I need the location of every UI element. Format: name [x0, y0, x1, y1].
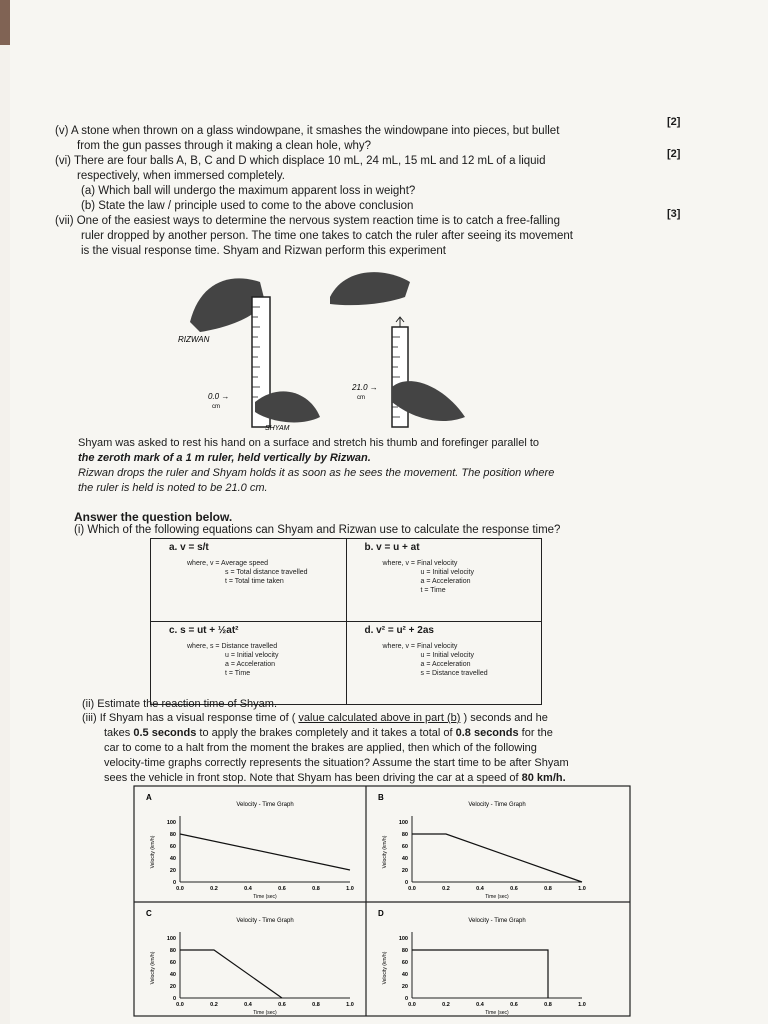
equation-c-line: t = Time: [225, 670, 251, 677]
experiment-description: Shyam was asked to rest his hand on a surface and stretch his thumb and forefinger parallel to the zeroth mark of a 1 m ruler, held vertically by Rizwan. Rizwan drops the ruler and Shyam holds it as soon as he sees the movement. The position where the ruler is held is noted to be 21.0 cm.: [78, 437, 555, 494]
question-v: (v) A stone when thrown on a glass windowpane, it smashes the windowpane into pieces, but bullet from the gun passes through it making a clean hole, why?: [55, 125, 560, 152]
graph-y-tick: 100: [166, 820, 176, 826]
equation-c-line: a = Acceleration: [225, 661, 276, 668]
label-shyam: SHYAM: [265, 425, 290, 432]
equation-a-line: s = Total distance travelled: [225, 569, 308, 576]
equations-table: [150, 538, 542, 705]
graph-x-tick: 0.8: [544, 1002, 552, 1008]
graph-y-tick: 40: [401, 972, 408, 978]
answer-heading: Answer the question below.: [74, 510, 233, 524]
graph-x-tick: 0.2: [442, 886, 450, 892]
graph-y-tick: 100: [398, 936, 408, 942]
label-end-unit: cm: [357, 395, 365, 401]
graph-panel-label: D: [378, 909, 384, 918]
question-vi: (vi) There are four balls A, B, C and D which displace 10 mL, 24 mL, 15 mL and 12 mL of a liquid respectively, when immersed completely. (a) Which ball will undergo the maximum apparent loss in weight? (b) State the law / principle used to come to the above conclusion: [55, 155, 546, 212]
graph-panel-label: C: [146, 909, 152, 918]
equation-c-title: c. s = ut + ½at²: [169, 625, 239, 636]
graph-x-label: Time (sec): [253, 894, 277, 900]
graph-y-tick: 60: [169, 844, 176, 850]
equation-d: [346, 622, 542, 705]
graph-x-tick: 0.4: [244, 886, 252, 892]
marks-vii: [3]: [667, 208, 681, 220]
graph-y-label: Velocity (km/h): [382, 835, 388, 869]
graph-x-tick: 0.6: [510, 886, 518, 892]
equation-b-where: where,: [382, 560, 404, 567]
equation-c-where: where,: [187, 643, 209, 650]
graph-y-tick: 20: [401, 984, 408, 990]
equation-b: [346, 539, 542, 622]
velocity-time-graphs: [132, 782, 632, 1018]
graph-x-tick: 0.4: [476, 886, 484, 892]
equation-c: [151, 622, 347, 705]
equation-d-line: a = Acceleration: [420, 661, 471, 668]
graph-y-tick: 0: [404, 880, 408, 886]
graph-y-label: Velocity (km/h): [382, 951, 388, 985]
graph-y-label: Velocity (km/h): [150, 835, 156, 869]
graph-y-tick: 20: [169, 868, 176, 874]
equation-d-line: s = Distance travelled: [420, 670, 488, 677]
graph-panel-label: B: [378, 793, 384, 802]
graph-y-tick: 20: [401, 868, 408, 874]
graph-y-tick: 40: [169, 856, 176, 862]
question-vii: (vii) One of the easiest ways to determine the nervous system reaction time is to catch a free-falling ruler dropped by another person. The time one takes to catch the ruler after seeing its movement is the visual response time. Shyam and Rizwan perform this experiment: [55, 215, 574, 257]
graph-x-tick: 1.0: [346, 1002, 354, 1008]
label-zero-unit: cm: [212, 404, 220, 410]
equation-d-where: where,: [382, 643, 404, 650]
graph-x-tick: 0.0: [408, 1002, 416, 1008]
graph-x-tick: 0.8: [544, 886, 552, 892]
graph-x-label: Time (sec): [485, 1010, 509, 1016]
equation-b-line: a = Acceleration: [420, 578, 471, 585]
graph-title: Velocity - Time Graph: [236, 918, 294, 924]
graph-y-tick: 60: [401, 844, 408, 850]
marks-v: [2]: [667, 116, 681, 128]
graph-y-tick: 40: [401, 856, 408, 862]
equation-a-where: where,: [187, 560, 209, 567]
ruler-experiment-figure: [160, 262, 490, 442]
graph-x-tick: 0.2: [210, 886, 218, 892]
question-iii: (iii) If Shyam has a visual response time of ( value calculated above in part (b) ) seconds and he takes 0.5 seconds to apply the brakes completely and it takes a total of 0.8 seconds for the car to come to a halt from the moment the brakes are applied, then which of the following velocity-time graphs correctly represents the situation? Assume the start time to be after Shyam sees the vehicle in front stop. Note that Shyam has been driving the car at a speed of 80 km/h.: [82, 712, 569, 784]
equation-c-line: u = Initial velocity: [225, 652, 279, 659]
graph-x-tick: 0.4: [244, 1002, 252, 1008]
graph-y-tick: 0: [404, 996, 408, 1002]
graph-y-tick: 100: [166, 936, 176, 942]
graph-x-tick: 0.2: [442, 1002, 450, 1008]
graph-x-tick: 0.6: [278, 886, 286, 892]
graph-panel-label: A: [146, 793, 152, 802]
graph-velocity-line: [412, 834, 582, 882]
graph-title: Velocity - Time Graph: [236, 802, 294, 808]
graph-x-tick: 0.4: [476, 1002, 484, 1008]
marks-vi: [2]: [667, 148, 681, 160]
equation-d-line: v = Final velocity: [405, 643, 458, 650]
graph-x-label: Time (sec): [253, 1010, 277, 1016]
equation-d-line: u = Initial velocity: [420, 652, 474, 659]
graph-x-tick: 1.0: [578, 1002, 586, 1008]
graph-x-tick: 0.6: [510, 1002, 518, 1008]
equation-d-title: d. v² = u² + 2as: [364, 625, 434, 636]
graph-x-tick: 0.8: [312, 886, 320, 892]
graph-y-tick: 80: [401, 832, 408, 838]
graph-y-tick: 60: [169, 960, 176, 966]
graph-x-tick: 0.8: [312, 1002, 320, 1008]
graph-y-tick: 60: [401, 960, 408, 966]
equation-b-line: v = Final velocity: [405, 560, 458, 567]
graph-x-tick: 0.0: [408, 886, 416, 892]
equation-b-line: t = Time: [420, 587, 446, 594]
graph-y-tick: 80: [169, 832, 176, 838]
rizwan-hand-right: [330, 272, 410, 305]
graph-velocity-line: [180, 834, 350, 870]
equation-b-line: u = Initial velocity: [420, 569, 474, 576]
equation-c-line: s = Distance travelled: [209, 643, 278, 650]
graph-y-tick: 0: [172, 880, 176, 886]
equation-a-line: t = Total time taken: [225, 578, 284, 585]
graph-x-tick: 1.0: [346, 886, 354, 892]
graph-title: Velocity - Time Graph: [468, 918, 526, 924]
label-zero: 0.0 →: [208, 392, 230, 401]
label-end: 21.0 →: [352, 383, 378, 392]
equation-a: [151, 539, 347, 622]
graph-x-tick: 1.0: [578, 886, 586, 892]
graph-x-tick: 0.2: [210, 1002, 218, 1008]
label-rizwan: RIZWAN: [178, 335, 210, 344]
graph-y-tick: 0: [172, 996, 176, 1002]
question-ii: (ii) Estimate the reaction time of Shyam.: [82, 698, 278, 710]
graph-velocity-line: [412, 950, 548, 998]
graph-x-label: Time (sec): [485, 894, 509, 900]
graph-y-label: Velocity (km/h): [150, 951, 156, 985]
graph-y-tick: 80: [401, 948, 408, 954]
graph-y-tick: 20: [169, 984, 176, 990]
graph-y-tick: 80: [169, 948, 176, 954]
graph-x-tick: 0.0: [176, 1002, 184, 1008]
graph-x-tick: 0.6: [278, 1002, 286, 1008]
question-i: (i) Which of the following equations can Shyam and Rizwan use to calculate the response time?: [74, 524, 561, 536]
graph-velocity-line: [180, 950, 282, 998]
equation-a-line: v = Average speed: [209, 560, 269, 567]
graph-title: Velocity - Time Graph: [468, 802, 526, 808]
graph-x-tick: 0.0: [176, 886, 184, 892]
graph-y-tick: 100: [398, 820, 408, 826]
equation-a-title: a. v = s/t: [169, 542, 209, 553]
equation-b-title: b. v = u + at: [364, 542, 420, 553]
graph-y-tick: 40: [169, 972, 176, 978]
